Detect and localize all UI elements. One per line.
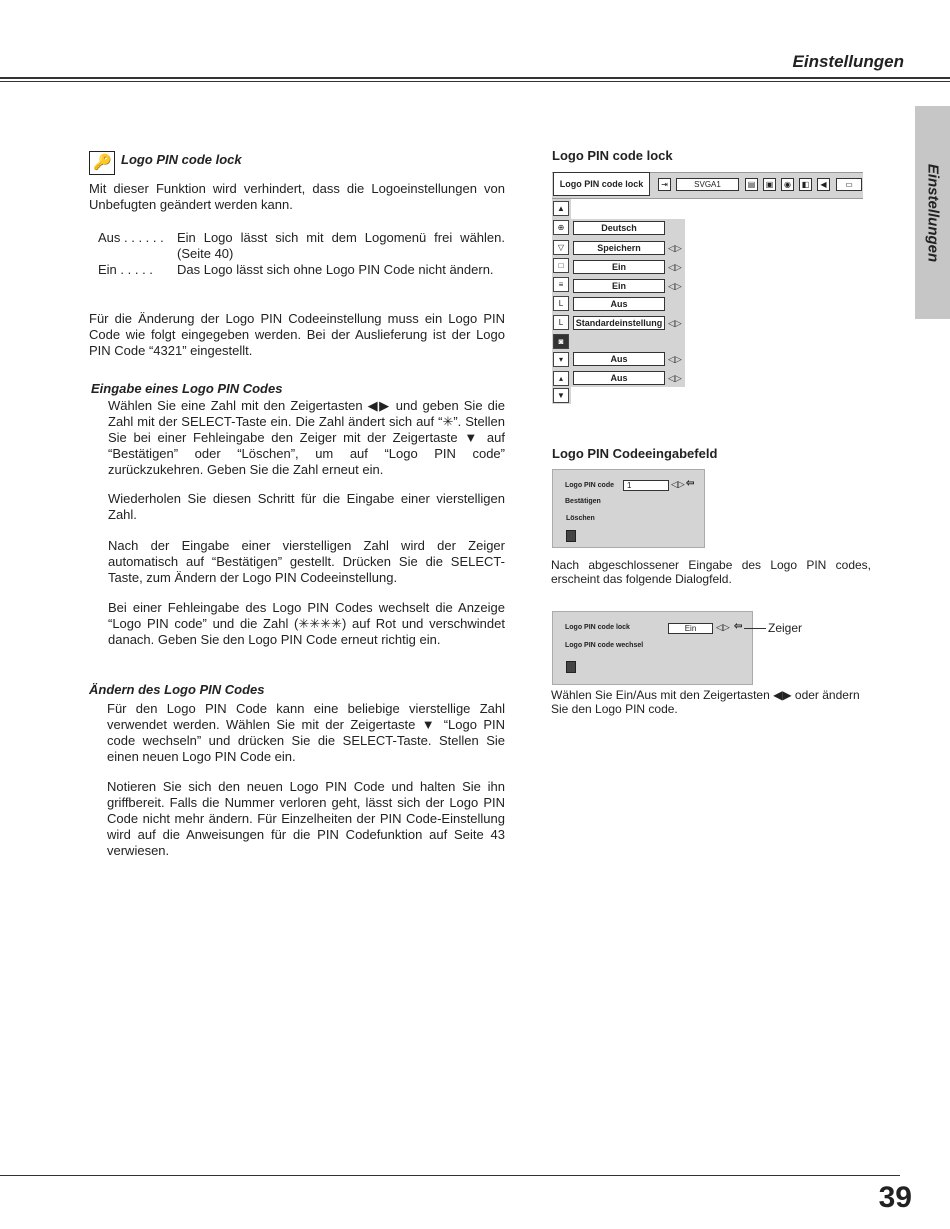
left-right-arrows-icon: ◁▷ bbox=[668, 354, 682, 364]
left-right-arrows-icon: ◁▷ bbox=[716, 622, 730, 632]
pc-adjust-icon[interactable]: ▤ bbox=[745, 178, 758, 191]
section-title: Einstellungen bbox=[792, 52, 904, 71]
lock-label: Logo PIN code lock bbox=[565, 624, 630, 631]
subheading-entry: Eingabe eines Logo PIN Codes bbox=[91, 381, 283, 396]
left-right-arrows-icon: ◁▷ bbox=[668, 243, 682, 253]
change-code-label[interactable]: Logo PIN code wechsel bbox=[565, 642, 644, 649]
screen-icon[interactable]: ▣ bbox=[763, 178, 776, 191]
change-code-paragraph-2: Notieren Sie sich den neuen Logo PIN Code und halten Sie ihn griffbereit. Falls die Nummer verloren geht, lässt sich der Logo PIN Code nicht mehr ändern. Für Einzelheiten der PIN Code-Einstellung wird auf die Anweisungen für die PIN Codefunktion auf Seite 43 verwiesen. bbox=[107, 779, 505, 858]
entry-paragraph-3: Nach der Eingabe einer vierstelligen Zahl wird der Zeiger automatisch auf “Bestätigen” gestellt. Drücken Sie die SELECT-Taste, zum Ändern der Logo PIN Codeeinstellung. bbox=[108, 538, 505, 585]
option-desc-ein: Das Logo lässt sich ohne Logo PIN Code nicht ändern. bbox=[177, 262, 494, 277]
menu-value-logo[interactable]: Standardeinstellung bbox=[573, 316, 665, 330]
entry-paragraph-2: Wiederholen Sie diesen Schritt für die Eingabe einer vierstelligen Zahl. bbox=[108, 491, 505, 522]
left-right-arrows-icon: ◁▷ bbox=[671, 479, 685, 489]
source-box: SVGA1 bbox=[676, 178, 739, 191]
subheading-change: Ändern des Logo PIN Codes bbox=[89, 682, 265, 697]
option-term-aus: Aus . . . . . . bbox=[98, 230, 164, 245]
footer-rule bbox=[0, 1175, 900, 1176]
caption-after-entry: Nach abgeschlossener Eingabe des Logo PIN codes, erscheint das folgende Dialogfeld. bbox=[551, 558, 871, 586]
change-code-paragraph-1: Für den Logo PIN Code kann eine beliebige vierstellige Zahl verwendet werden. Wählen Sie mit der Zeigertaste ▼ “Logo PIN code wechseln” und drücken Sie die SELECT-Taste. Stellen Sie einen neuen Logo PIN Code ein. bbox=[107, 701, 505, 764]
blue-back-icon: □ bbox=[553, 258, 569, 273]
left-right-arrows-icon: ◁▷ bbox=[668, 373, 682, 383]
keystone-icon: ▽ bbox=[553, 240, 569, 255]
left-right-arrows-icon: ◁▷ bbox=[668, 262, 682, 272]
menu-value-rear[interactable]: Aus bbox=[573, 371, 665, 385]
menu-value-logo-pin[interactable]: Aus bbox=[573, 297, 665, 311]
menu-tab-logo-pin[interactable]: Logo PIN code lock bbox=[553, 172, 650, 196]
exit-icon[interactable] bbox=[566, 661, 576, 673]
language-icon: ⊕ bbox=[553, 220, 569, 235]
confirm-button[interactable]: Bestätigen bbox=[565, 498, 601, 505]
image-adjust-icon[interactable]: ◧ bbox=[799, 178, 812, 191]
change-paragraph: Für die Änderung der Logo PIN Codeeinstellung muss ein Logo PIN Code wie folgt eingegeben werden. Bei der Auslieferung ist der Logo PIN Code “4321” eingestellt. bbox=[89, 311, 505, 358]
rear-icon: ▴ bbox=[553, 371, 569, 386]
scroll-up-icon[interactable]: ▲ bbox=[553, 201, 569, 216]
logo-icon: L bbox=[553, 315, 569, 330]
pin-input[interactable]: 1 bbox=[623, 480, 669, 491]
side-tab-label: Einstellungen bbox=[924, 163, 941, 262]
logo-pin-icon: L bbox=[553, 296, 569, 311]
entry-paragraph-1: Wählen Sie eine Zahl mit den Zeigertasten ◀▶ und geben Sie die Zahl mit der SELECT-Taste ein. Die Zahl ändert sich auf “✳”. Stellen Sie bei einer Fehleingabe den Zeiger mit der Zeigertaste ▼ auf “Bestätigen” oder “Löschen”, um auf “Logo PIN code” zurückzukehren. Geben Sie die Zahl erneut ein. bbox=[108, 398, 505, 477]
lock-value[interactable]: Ein bbox=[668, 623, 713, 634]
camera-icon: ◙ bbox=[553, 334, 569, 349]
logo-pin-lock-icon: 🔑 bbox=[89, 151, 115, 175]
pin-label: Logo PIN code bbox=[565, 482, 614, 489]
exit-icon[interactable] bbox=[566, 530, 576, 542]
menu-value-blue-back[interactable]: Ein bbox=[573, 260, 665, 274]
sound-icon[interactable]: ◀ bbox=[817, 178, 830, 191]
menu-heading: Logo PIN code lock bbox=[552, 148, 673, 163]
option-desc-aus: Ein Logo lässt sich mit dem Logomenü frei wählen. (Seite 40) bbox=[177, 230, 505, 261]
entry-heading: Logo PIN Codeeingabefeld bbox=[552, 446, 718, 461]
entry-paragraph-4: Bei einer Fehleingabe des Logo PIN Codes wechselt die Anzeige “Logo PIN code” und die Zahl (✳✳✳✳) auf Rot und verschwindet danach. Geben Sie den Logo PIN Code erneut richtig ein. bbox=[108, 600, 505, 647]
menu-value-language[interactable]: Deutsch bbox=[573, 221, 665, 235]
menu-value-ceiling[interactable]: Aus bbox=[573, 352, 665, 366]
intro-text: Mit dieser Funktion wird verhindert, dass die Logoeinstellungen von Unbefugten geändert werden kann. bbox=[89, 181, 505, 212]
section-heading: Logo PIN code lock bbox=[121, 152, 242, 167]
setting-icon[interactable]: ▭ bbox=[836, 178, 862, 191]
left-right-arrows-icon: ◁▷ bbox=[668, 318, 682, 328]
ceiling-icon: ▾ bbox=[553, 352, 569, 367]
pointer-arrow-icon: ⇦ bbox=[734, 621, 743, 632]
header-rule-thin bbox=[0, 81, 950, 82]
pointer-label: Zeiger bbox=[768, 621, 803, 635]
side-tab bbox=[915, 106, 950, 319]
caption-after-lock: Wählen Sie Ein/Aus mit den Zeigertasten ◀▶ oder ändern Sie den Logo PIN code. bbox=[551, 688, 860, 716]
input-icon[interactable]: ⇥ bbox=[658, 178, 671, 191]
left-right-arrows-icon: ◁▷ bbox=[668, 281, 682, 291]
page-number: 39 bbox=[878, 1181, 912, 1214]
option-term-ein: Ein . . . . . bbox=[98, 262, 153, 277]
pointer-leader-line bbox=[744, 628, 766, 629]
pointer-arrow-icon: ⇦ bbox=[686, 478, 695, 489]
menu-value-keystone[interactable]: Speichern bbox=[573, 241, 665, 255]
header-rule bbox=[0, 77, 950, 79]
display-icon: ≡ bbox=[553, 277, 569, 292]
scroll-down-icon[interactable]: ▼ bbox=[553, 388, 569, 403]
image-select-icon[interactable]: ◉ bbox=[781, 178, 794, 191]
menu-value-display[interactable]: Ein bbox=[573, 279, 665, 293]
delete-button[interactable]: Löschen bbox=[566, 515, 595, 522]
